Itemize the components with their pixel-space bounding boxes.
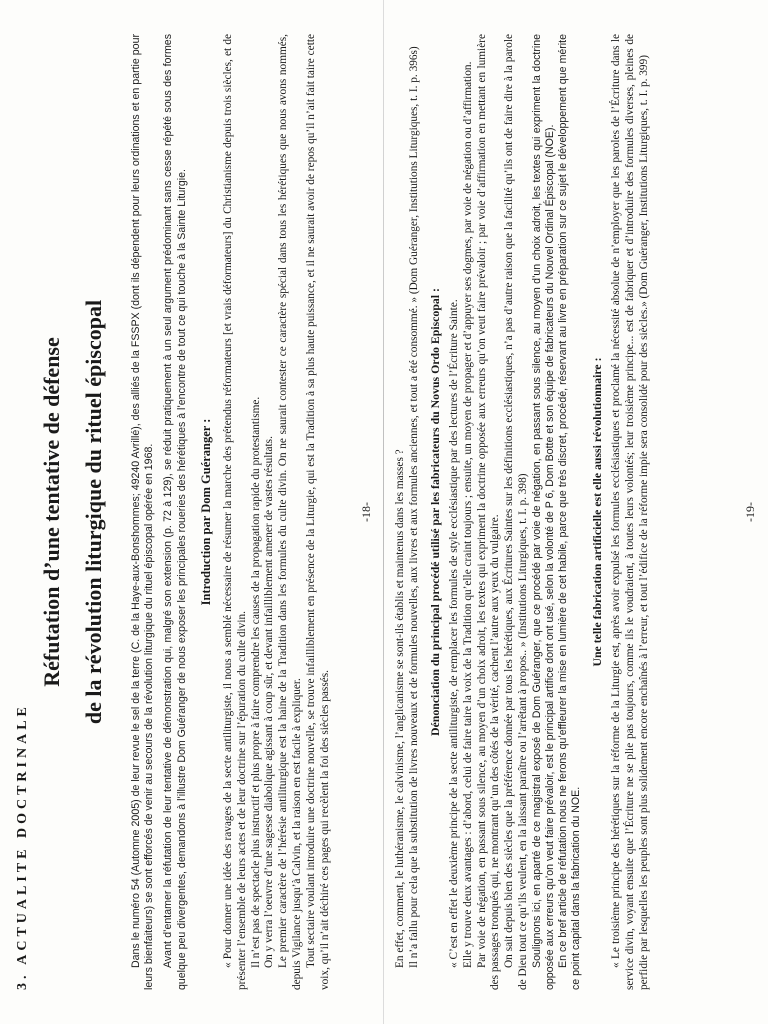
intro-paragraph-1: Dans le numéro 54 (Automne 2005) de leur revue le sel de la terre (C. de la Haye-aux-Bonshommes; 49240 Avrillé), des alliés de la FSSPX (dont ils dépendent pour leurs ordinations et en partie pour leurs bienfaiteurs) se sont efforcés de venir au secours de la révolution liturgique du rituel épiscopal opérée en 1968. [129, 34, 156, 990]
page-number: -18- [359, 502, 374, 522]
paragraph-5: Par voie de négation, en passant sous silence, au moyen d’un choix adroit, les textes qui expriment la doctrine opposée aux erreurs qu’on veut faire prévaloir ; par voie d’affirmation en mettant en lumière des passages tronqués qui, ne montrant qu’un des côtés de la vérité, cachent l’autre aux yeux du vulgaire. [475, 34, 502, 990]
intro-paragraph-2: Avant d’entamer la réfutation de leur tentative de démonstration qui, malgré son extension (p. 72 à 129), se réduit pratiquement à un seul argument prédominant sans cesse répété sous des formes quelque peu divergentes, demandons à l’illustre Dom Guéranger de nous exposer les principales roueries des hérétiques à l’encontre de tout ce qui touche à la Sainte Liturgie. [162, 34, 188, 990]
subheading-gueranger: Introduction par Dom Guéranger : [198, 418, 213, 606]
paragraph-7: Soulignons ici, en aparté de ce magistral exposé de Dom Guéranger, que ce procédé par voie de négation, en passant sous silence, au moyen d’un choix adroit, les textes qui expriment la doctrine opposée aux erreurs qu’on veut faire prévaloir, est le principal artifice dont ont usé, selon la volonté de P 6, Dom Botte et son équipe de fabricateurs du Nouvel Ordinal Épiscopal (NOE). [530, 34, 556, 990]
paragraph-5: Tout sectaire voulant introduire une doctrine nouvelle, se trouve infailliblement en présence de la Liturgie, qui est la Tradition à sa plus haute puissance, et il ne saurait avoir de repos qu’il n’ait fait taire cette voix, qu’il n’ait déchiré ces pages qui recèlent la foi des siècles passés. [304, 34, 331, 990]
paragraph-1: « Pour donner une idée des ravages de la secte antiliturgiste, il nous a semblé nécessaire de résumer la marche des prétendus réformateurs [et vrais déformateurs] du Christianisme depuis trois siècles, et de présenter l’ensemble de leurs actes et de leur doctrine sur l’épuration du culte divin. [222, 34, 248, 990]
paragraph-6: On sait depuis bien des siècles que la préférence donnée par tous les hérétiques, aux Écritures Saintes sur les définitions ecclésiastiques, n’a pas d’autre raison que la facilité qu’ils ont de faire dire à la parole de Dieu tout ce qu’ils veulent, en la laissant paraître ou l’arrêtant à propos.. » (Institutions Liturgiques, t. I. p. 398) [503, 34, 529, 990]
paragraph-2: Il n’est pas de spectacle plus instructif et plus propre à faire comprendre les causes de la propagation rapide du protestantisme. [249, 396, 262, 968]
paragraph-4: Elle y trouve deux avantages : d’abord, celui de faire taire la voix de la Tradition qu’elle craint toujours ; ensuite, un moyen de propager et d’appuyer ses dogmes, par voie de négation ou d’affirmation. [461, 61, 474, 968]
article-title-line1: Réfutation d’une tentative de défense [39, 337, 65, 687]
paragraph-2: Il n’a fallu pour cela que la substitution de livres nouveaux et de formules nouvelles, aux livres et aux formules anciennes, et tout a été consommé. » (Dom Guéranger, Institutions Liturgiques, t. I. p. 396s) [407, 46, 420, 968]
article-title-line2: de la révolution liturgique du rituel épiscopal [81, 299, 107, 725]
page-19-half [384, 0, 768, 1024]
paragraph-3: On y verra l’oeuvre d’une sagesse diabolique agissant à coup sûr, et devant infailliblement amener de vastes résultats. [263, 436, 276, 968]
paragraph-8: En ce bref article de réfutation nous ne ferons qu’effleurer la mise en lumière de cet habile, parce que très discret, procédé, réservant au livre en préparation sur ce sujet le développement que mérite ce point capital dans la fabrication du NOE. [557, 34, 583, 990]
paragraph-3: « C’est en effet le deuxième principe de la secte antiliturgiste, de remplacer les formules de style ecclésiastique par des lectures de l’Écriture Sainte. [447, 299, 460, 968]
paragraph-4: Le premier caractère de l’hérésie antiliturgique est la haine de la Tradition dans les formules du culte divin. On ne saurait contester ce caractère spécial dans tous les hérétiques que nous avons nommés, depuis Vigilance jusqu’à Calvin, et la raison en est facile à expliquer. [277, 34, 303, 990]
paragraph-1: En effet, comment, le luthéranisme, le calvinisme, l’anglicanisme se sont-ils établis et maintenus dans les masses ? [394, 449, 406, 968]
subheading-fabrication: Une telle fabrication artificielle est elle aussi révolutionnaire : [589, 357, 604, 667]
page-18 [4, 12, 380, 1012]
section-label: 3. ACTUALITE DOCTRINALE [15, 703, 30, 990]
page-19 [388, 12, 764, 1012]
page-number: -19- [743, 502, 758, 522]
paragraph-9: « Le troisième principe des hérétiques sur la réforme de la Liturgie est, après avoir expulsé les formules ecclésiastiques et proclamé la nécessité absolue de n’employer que les paroles de l’Écriture dans le service divin, voyant ensuite que l’Écriture ne se plie pas toujours, comme ils le voudraient, à toutes leurs volontés; leur troisième principe... est de fabriquer et d’introduire des formules diverses, pleines de perfidie par lesquelles les peuples sont plus solidement encore enchaînés à l’erreur, et tout l’édifice de la réforme impie sera consolidé pour des siècles.» (Dom Guéranger, Institutions Liturgiques, t. I. p. 399) [609, 34, 650, 990]
subheading-denonciation: Dénonciation du principal procédé utilisé par les fabricateurs du Novus Ordo Episcopal : [427, 288, 442, 736]
